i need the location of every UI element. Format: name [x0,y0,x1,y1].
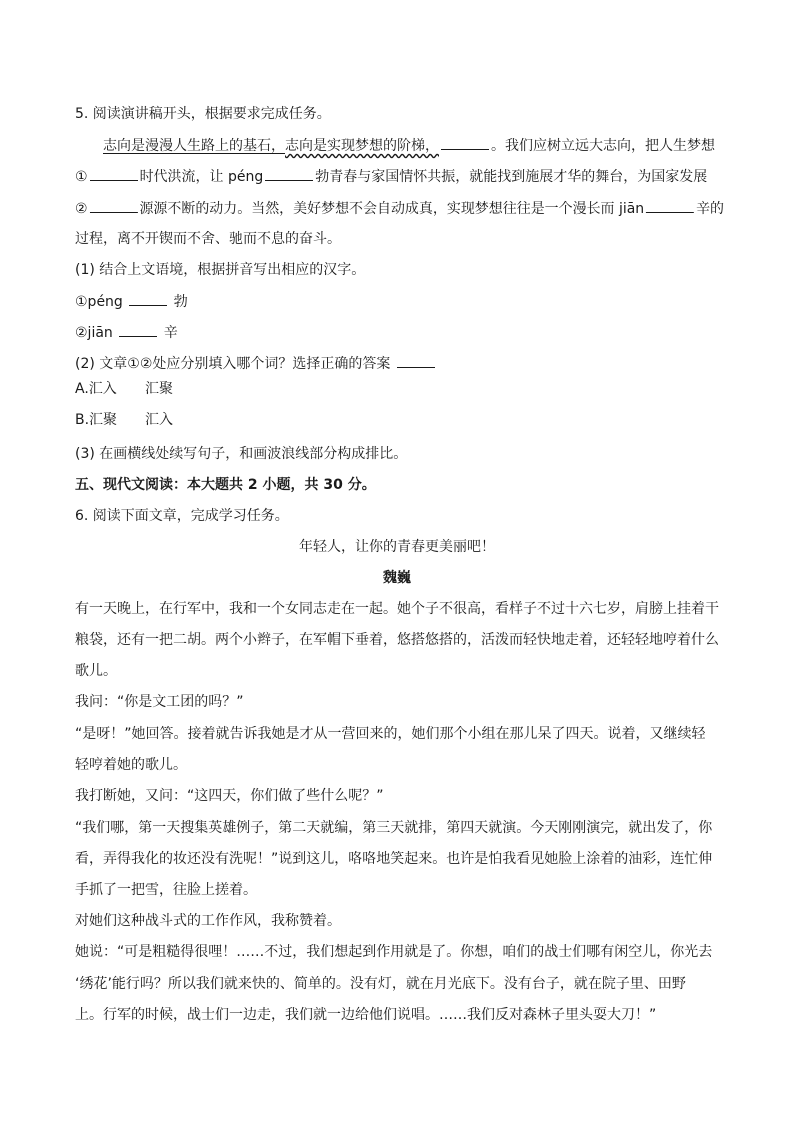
circled-one: ① [75,169,88,185]
article-line: 粮袋，还有一把二胡。两个小辫子，在军帽下垂着，悠搭悠搭的，活泼而轻快地走着，还轻轻地哼着什么 [75,632,719,648]
section-five-title [75,475,376,495]
q5-underlined-phrase: 志向是漫漫人生路上的基石， [103,138,285,154]
article-line: 她说：“可是粗糙得很哩！……不过，我们想起到作用就是了。你想，咱们的战士们哪有闲空儿，你光去 [75,944,713,960]
article-line: 对她们这种战斗式的工作作风，我称赞着。 [75,913,341,929]
answer-blank [397,353,435,368]
q5-sub2-text: (2) 文章①②处应分别填入哪个词？选择正确的答案 [75,356,391,372]
section-title-text: 五、现代文阅读：本大题共 [75,477,248,493]
option-b-word2: 汇入 [145,412,173,428]
question-count: 2 [247,477,258,493]
article-line: 有一天晚上，在行军中，我和一个女同志走在一起。她个子不很高，看样子不过十六七岁，肩膀上挂着干 [75,601,719,617]
q5-sub1: (1) 结合上文语境，根据拼音写出相应的汉字。 [75,262,366,278]
answer-blank [129,291,167,306]
article-line: 我问：“你是文工团的吗？” [75,694,244,710]
circled-two: ② [75,201,88,217]
total-score: 30 [323,477,343,493]
character-suffix: 勃 [173,294,188,310]
article-line: 我打断她，又问：“这四天，你们做了些什么呢？” [75,788,384,804]
option-a-label: A.汇入 [75,381,117,397]
q5-paragraph-text: 勃青春与家国情怀共振，就能找到施展才华的舞台，为国家发展 [315,169,708,185]
q5-sub1-item-b [75,322,178,343]
article-line: 上。行军的时候，战士们一边走，我们就一边给他们说唱。……我们反对森林子里头耍大刀！” [75,1007,657,1023]
article-title: 年轻人，让你的青春更美丽吧！ [299,539,495,555]
option-a-word2: 汇聚 [145,381,173,397]
article-line: ‘绣花’能行吗？所以我们就来快的、简单的。没有灯，就在月光底下。没有台子，就在院子里、田野 [75,976,686,992]
article-line: 轻哼着她的歌儿。 [75,757,187,773]
blank-1 [90,166,138,181]
q5-paragraph-text: 时代洪流，让 péng [139,169,264,185]
blank-peng [265,166,313,181]
section-title-text: 小题，共 [257,477,324,493]
pinyin-label: ②jiān [75,325,113,341]
article-line: 看，弄得我化的妆还没有洗呢！”说到这儿，咯咯地笑起来。也许是怕我看见她脸上涂着的油彩，连忙伸 [75,851,713,867]
q5-paragraph-line-1 [103,135,715,156]
option-b [75,410,173,430]
article-line: “我们哪，第一天搜集英雄例子，第二天就编，第三天就排，第四天就演。今天刚刚演完，就出发了，你 [75,820,713,836]
q5-sub2 [75,353,437,374]
q5-paragraph-line-3 [75,198,724,219]
q5-sub1-item-a [75,291,188,312]
article-author: 魏巍 [383,570,411,586]
q5-heading: 5. 阅读演讲稿开头，根据要求完成任务。 [75,106,331,122]
character-suffix: 辛 [163,325,178,341]
q5-paragraph-text: 。我们应树立远大志向，把人生梦想 [491,138,715,154]
pinyin-label: ①péng [75,294,123,310]
q5-wavy-phrase: 志向是实现梦想的阶梯， [285,138,439,154]
article-line: “是呀！”她回答。接着就告诉我她是才从一营回来的，她们那个小组在那儿呆了四天。说着，又继续轻 [75,726,706,742]
option-b-label: B.汇聚 [75,412,118,428]
section-title-text: 分。 [342,477,376,493]
article-line: 歌儿。 [75,663,117,679]
blank-2 [90,198,138,213]
q5-sub3: (3) 在画横线处续写句子，和画波浪线部分构成排比。 [75,446,408,462]
blank-jian [646,198,694,213]
article-line: 手抓了一把雪，往脸上搓着。 [75,882,257,898]
q5-paragraph-text: 源源不断的动力。当然，美好梦想不会自动成真，实现梦想往往是一个漫长而 jiān [139,201,645,217]
option-a [75,379,173,399]
q5-blank-continuation [441,135,489,150]
q5-paragraph-text: 辛的 [696,201,725,217]
q6-heading: 6. 阅读下面文章，完成学习任务。 [75,508,289,524]
answer-blank [119,322,157,337]
q5-paragraph-line-4: 过程，离不开锲而不舍、驰而不息的奋斗。 [75,231,341,247]
q5-paragraph-line-2 [75,166,707,187]
